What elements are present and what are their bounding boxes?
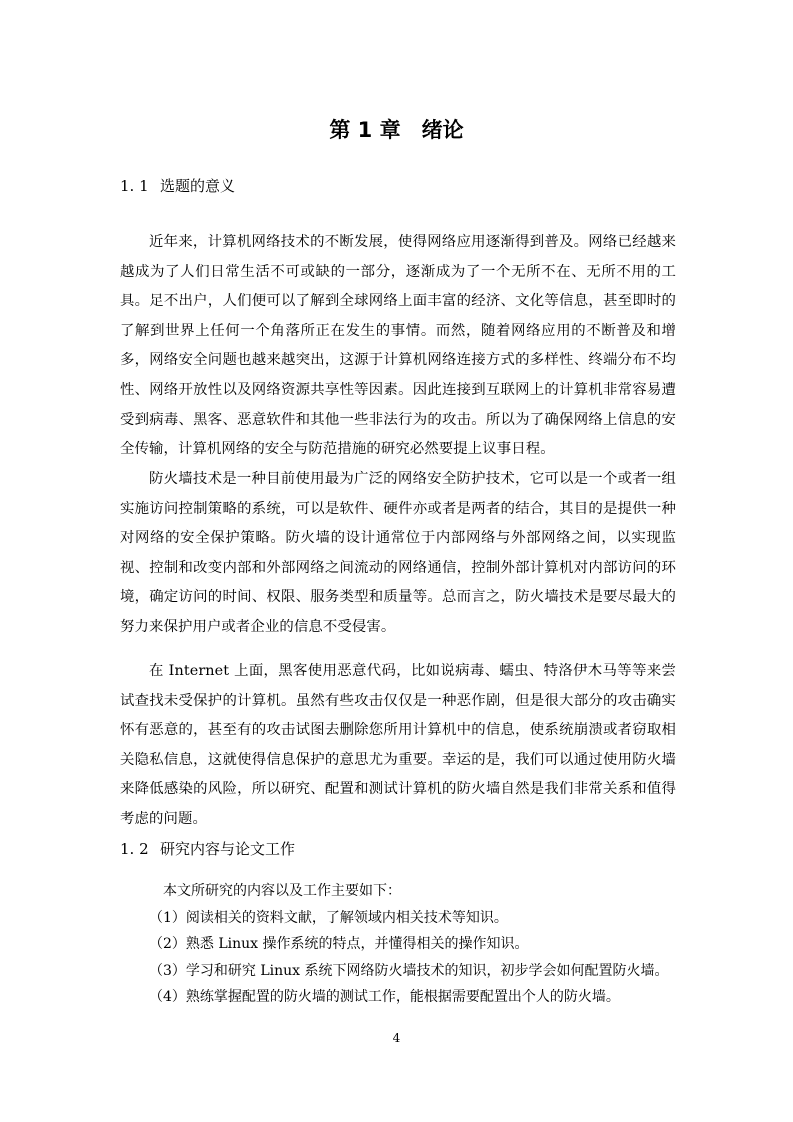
chapter-title: 第 1 章 绪论 — [329, 118, 464, 142]
section-number: 1. 1 — [120, 177, 149, 195]
paragraph: 在 Internet 上面，黑客使用恶意代码，比如说病毒、蠕虫、特洛伊木马等等来尝试查找未受保护的计算机。虽然有些攻击仅仅是一种恶作剧，但是很大部分的攻击确实怀有恶意的，甚至有的攻击试图去删除您所用计算机中的信息，使系统崩溃或者窃取相关隐私信息，这就使得信息保护的意思尤为重要。幸运的是，我们可以通过使用防火墙来降低感染的风险，所以研究、配置和测试计算机的防火墙自然是我们非常关系和值得考虑的问题。 — [120, 663, 676, 827]
list-item: （3）学习和研究 Linux 系统下网络防火墙技术的知识，初步学会如何配置防火墙。 — [149, 962, 669, 979]
section-title: 研究内容与论文工作 — [160, 840, 296, 858]
section-title: 选题的意义 — [160, 177, 236, 195]
section-heading-1-2 — [120, 838, 295, 860]
list-item: （1）阅读相关的资料文献，了解领域内相关技术等知识。 — [149, 909, 508, 926]
paragraph: 近年来，计算机网络技术的不断发展，使得网络应用逐渐得到普及。网络已经越来越成为了人们日常生活不可或缺的一部分，逐渐成为了一个无所不在、无所不用的工具。足不出户，人们便可以了解到全球网络上面丰富的经济、文化等信息，甚至即时的了解到世界上任何一个角落所正在发生的事情。而然，随着网络应用的不断普及和增多，网络安全问题也越来越突出，这源于计算机网络连接方式的多样性、终端分布不均性、网络开放性以及网络资源共享性等因素。因此连接到互联网上的计算机非常容易遭受到病毒、黑客、恶意软件和其他一些非法行为的攻击。所以为了确保网络上信息的安全传输，计算机网络的安全与防范措施的研究必然要提上议事日程。 — [120, 234, 676, 458]
page-number: 4 — [392, 1031, 401, 1045]
list-intro: 本文所研究的内容以及工作主要如下： — [163, 883, 401, 899]
paragraph: 防火墙技术是一种目前使用最为广泛的网络安全防护技术，它可以是一个或者一组实施访问控制策略的系统，可以是软件、硬件亦或者是两者的结合，其目的是提供一种对网络的安全保护策略。防火墙的设计通常位于内部网络与外部网络之间，以实现监视、控制和改变内部和外部网络之间流动的网络通信，控制外部计算机对内部访问的环境，确定访问的时间、权限、服务类型和质量等。总而言之，防火墙技术是要尽最大的努力来保护用户或者企业的信息不受侵害。 — [120, 471, 676, 635]
list-item: （2）熟悉 Linux 操作系统的特点，并懂得相关的操作知识。 — [149, 936, 529, 952]
list-item: （4）熟练掌握配置的防火墙的测试工作，能根据需要配置出个人的防火墙。 — [149, 989, 620, 1005]
research-content-list — [120, 878, 676, 1011]
section-heading-1-1 — [120, 175, 235, 197]
section-number: 1. 2 — [120, 840, 149, 858]
